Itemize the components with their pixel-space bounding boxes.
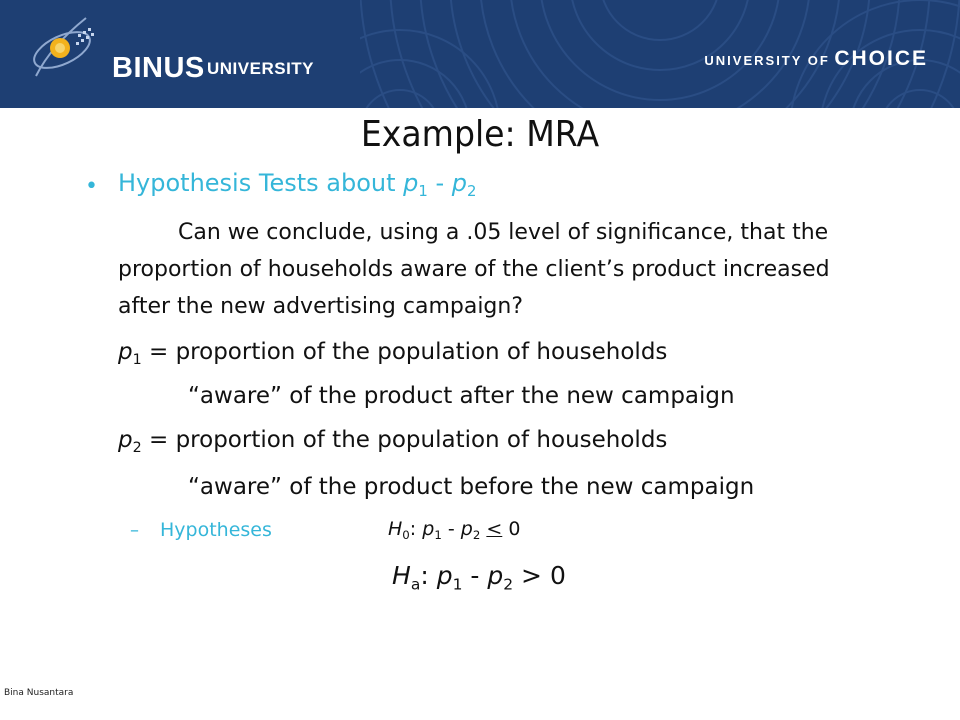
sub-bullet-marker: –	[130, 520, 139, 541]
p-symbol: p	[487, 561, 504, 590]
p-symbol: p	[118, 339, 133, 365]
rhs-value: 0	[549, 561, 566, 590]
definition-text: = proportion of the population of households	[141, 339, 668, 365]
subscript: 1	[418, 182, 428, 201]
university-of-choice-tagline	[704, 47, 928, 71]
p-symbol: p	[422, 518, 435, 540]
tagline-word: CHOICE	[834, 47, 928, 70]
tagline-prefix: UNIVERSITY OF	[704, 53, 830, 68]
definition-p2	[118, 427, 668, 456]
subscript: 1	[452, 575, 463, 594]
slide-header	[0, 0, 960, 108]
definition-p2-continuation: “aware” of the product before the new campaign	[188, 474, 755, 500]
brand-subtitle: UNIVERSITY	[207, 59, 315, 78]
minus-sign: -	[462, 561, 488, 590]
footer-author: Bina Nusantara	[4, 688, 74, 698]
binus-logo-icon	[26, 6, 116, 96]
subscript: 2	[467, 182, 477, 201]
p-symbol: p	[451, 169, 467, 197]
question-text: Can we conclude, using a .05 level of significance, that the proportion of households aware of the client’s product increased after the new advertising campaign?	[118, 220, 830, 319]
brand-name: BINUS	[112, 52, 205, 84]
minus-sign: -	[427, 169, 452, 197]
hypotheses-label: Hypotheses	[160, 519, 272, 541]
subscript: 0	[402, 528, 410, 543]
subscript: 2	[503, 575, 514, 594]
subscript: 2	[472, 528, 481, 543]
colon: :	[420, 561, 437, 590]
alternative-hypothesis	[392, 561, 566, 594]
p-symbol: p	[436, 561, 453, 590]
question-paragraph	[118, 214, 888, 325]
minus-sign: -	[441, 518, 461, 540]
h-symbol: H	[388, 518, 403, 540]
definition-p1	[118, 339, 668, 368]
h-symbol: H	[392, 561, 411, 590]
bullet-heading-label: Hypothesis Tests about	[118, 169, 404, 197]
subscript: 1	[132, 351, 142, 368]
p-symbol: p	[460, 518, 473, 540]
definition-text: = proportion of the population of households	[141, 427, 668, 453]
operator: <	[486, 518, 503, 540]
rhs-value: 0	[502, 518, 521, 540]
definition-p1-continuation: “aware” of the product after the new campaign	[188, 383, 735, 409]
bullet-marker: •	[85, 174, 98, 199]
subscript: 2	[132, 439, 142, 456]
slide-title: Example: MRA	[360, 114, 600, 155]
bullet-heading	[118, 169, 477, 201]
null-hypothesis	[388, 518, 521, 543]
subscript: 1	[434, 528, 442, 543]
colon: :	[409, 518, 423, 540]
subscript: a	[410, 575, 421, 594]
operator: >	[513, 561, 550, 590]
p-symbol: p	[403, 169, 419, 197]
p-symbol: p	[118, 427, 133, 453]
